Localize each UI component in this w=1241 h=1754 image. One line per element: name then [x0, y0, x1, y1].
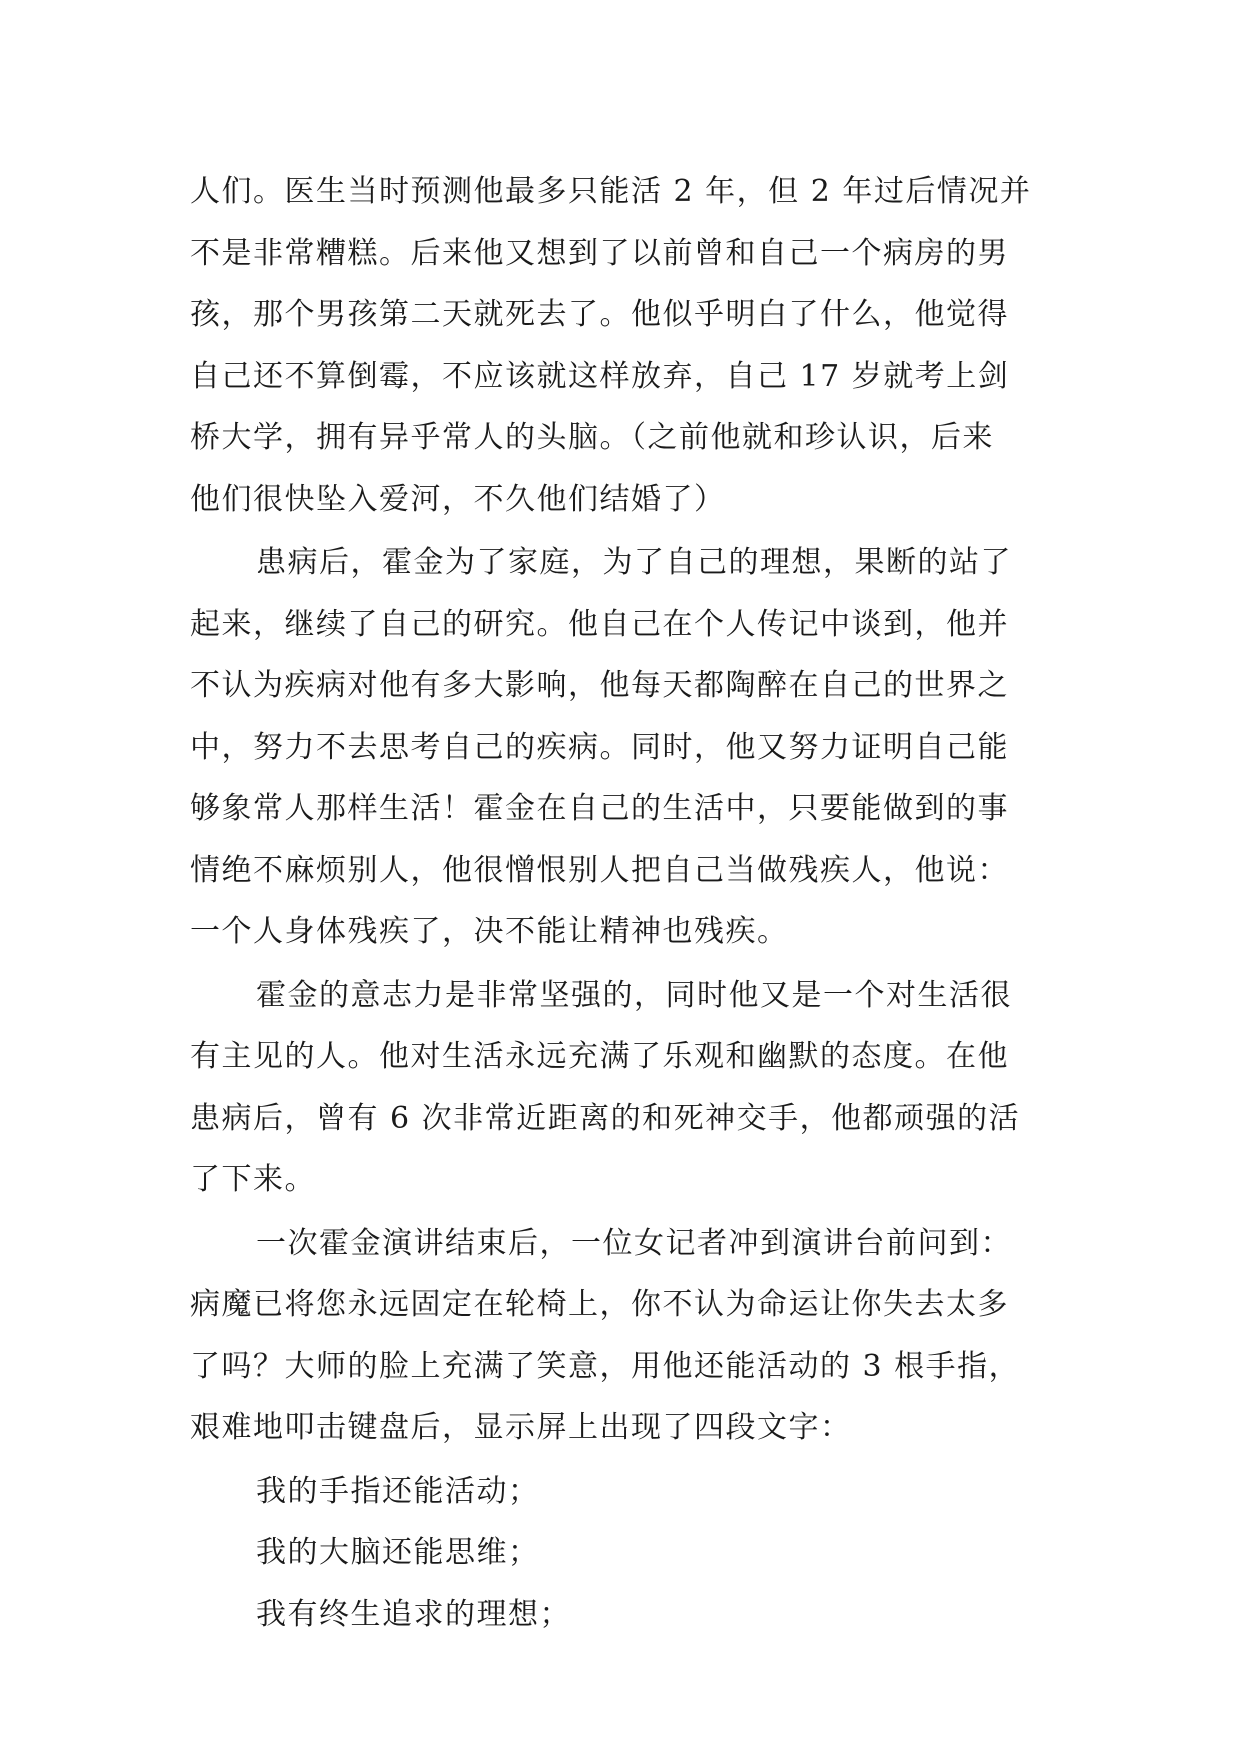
text-line: 患病后，霍金为了家庭，为了自己的理想，果断的站了: [256, 545, 1012, 580]
text-line: 情绝不麻烦别人，他很憎恨别人把自己当做残疾人，他说：: [190, 852, 1009, 888]
text-line: 一次霍金演讲结束后，一位女记者冲到演讲台前问到：: [256, 1225, 1012, 1261]
text-line: 患病后，曾有 6 次非常近距离的和死神交手，他都顽强的活: [190, 1100, 1021, 1136]
paragraph-2: [190, 532, 1070, 963]
text-line: 人们。医生当时预测他最多只能活 2 年，但 2 年过后情况并: [190, 174, 1032, 209]
quoted-list: [190, 1461, 1070, 1646]
list-item: 我的大脑还能思维；: [256, 1535, 540, 1570]
text-line: 一个人身体残疾了，决不能让精神也残疾。: [190, 914, 789, 949]
text-line: 了吗？大师的脸上充满了笑意，用他还能活动的 3 根手指，: [190, 1348, 1021, 1384]
text-line: 桥大学，拥有异乎常人的头脑。（之前他就和珍认识，后来: [190, 420, 994, 455]
text-line: 不认为疾病对他有多大影响，他每天都陶醉在自己的世界之: [190, 668, 1009, 703]
text-line: 病魔已将您永远固定在轮椅上，你不认为命运让你失去太多: [190, 1287, 1009, 1322]
text-line: 霍金的意志力是非常坚强的，同时他又是一个对生活很: [256, 977, 1012, 1013]
text-line: 他们很快坠入爱河，不久他们结婚了）: [190, 481, 726, 517]
paragraph-3: [190, 965, 1070, 1211]
text-line: 中，努力不去思考自己的疾病。同时，他又努力证明自己能: [190, 729, 1009, 765]
text-line: 自己还不算倒霉，不应该就这样放弃，自己 17 岁就考上剑: [190, 358, 1010, 394]
text-line: 艰难地叩击键盘后，显示屏上出现了四段文字：: [190, 1410, 852, 1445]
paragraph-4: [190, 1213, 1070, 1459]
text-line: 孩，那个男孩第二天就死去了。他似乎明白了什么，他觉得: [190, 297, 1009, 332]
text-line: 了下来。: [190, 1162, 316, 1197]
text-line: 够象常人那样生活！霍金在自己的生活中，只要能做到的事: [190, 791, 1009, 826]
text-line: 起来，继续了自己的研究。他自己在个人传记中谈到，他并: [190, 606, 1009, 642]
text-line: 不是非常糟糕。后来他又想到了以前曾和自己一个病房的男: [190, 235, 1009, 271]
document-body: [190, 161, 1070, 1645]
list-item: 我的手指还能活动；: [256, 1473, 540, 1509]
text-line: 有主见的人。他对生活永远充满了乐观和幽默的态度。在他: [190, 1039, 1009, 1074]
list-item: 我有终生追求的理想；: [256, 1596, 571, 1632]
paragraph-1: [190, 161, 1070, 530]
